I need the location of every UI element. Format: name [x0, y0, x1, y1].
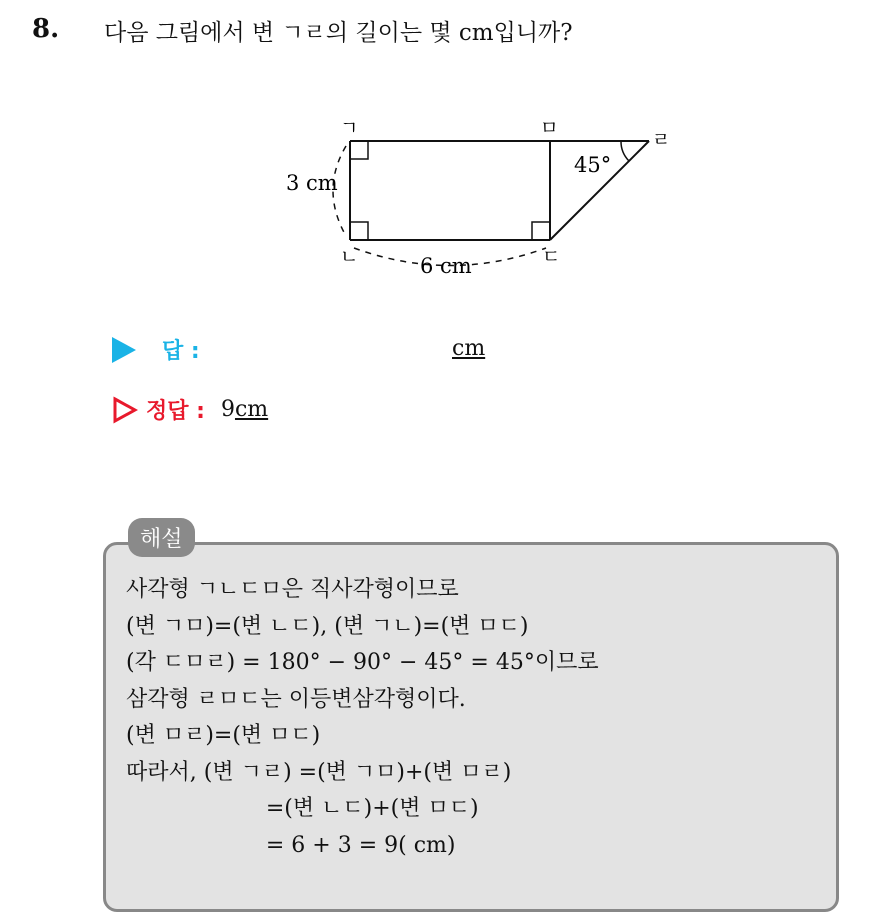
angle-arc — [621, 141, 629, 161]
correct-row — [112, 394, 268, 425]
explanation-line: 삼각형 ㄹㅁㄷ는 이등변삼각형이다. — [126, 686, 466, 712]
side-left-label: 3 cm — [286, 171, 338, 195]
explanation-line: 사각형 ㄱㄴㄷㅁ은 직사각형이므로 — [126, 577, 459, 602]
answer-row — [112, 334, 200, 365]
explanation-lines — [126, 572, 599, 864]
answer-label: 답 : — [162, 339, 200, 364]
answer-play-icon — [112, 337, 136, 363]
explanation-line: (각 ㄷㅁㄹ) = 180° − 90° − 45° = 45°이므로 — [126, 650, 599, 675]
label-digeut: ㄷ — [542, 246, 561, 268]
right-angle-giyeok — [350, 141, 368, 159]
question-text: 다음 그림에서 변 ㄱㄹ의 길이는 몇 cm입니까? — [104, 20, 573, 46]
label-rieul: ㄹ — [652, 129, 671, 151]
right-angle-digeut — [532, 222, 550, 240]
side-bottom-label: 6 cm — [420, 254, 472, 278]
correct-unit: cm — [234, 397, 269, 422]
answer-unit: cm — [452, 336, 486, 361]
angle-label: 45° — [574, 153, 612, 177]
correct-play-outline-icon — [112, 396, 138, 424]
correct-value — [221, 397, 268, 422]
explanation-line: =(변 ㄴㄷ)+(변 ㅁㄷ) — [126, 796, 479, 821]
explanation-line: (변 ㅁㄹ)=(변 ㅁㄷ) — [126, 723, 321, 748]
right-angle-nieun — [350, 222, 368, 240]
label-mieum: ㅁ — [540, 117, 559, 139]
trapezoid-figure — [280, 108, 680, 288]
explanation-line: = 6 + 3 = 9( cm) — [126, 832, 456, 858]
label-nieun: ㄴ — [340, 246, 359, 268]
label-giyeok: ㄱ — [340, 117, 359, 139]
correct-label: 정답 : — [146, 399, 205, 424]
correct-number: 9 — [220, 397, 235, 422]
explanation-line: (변 ㄱㅁ)=(변 ㄴㄷ), (변 ㄱㄴ)=(변 ㅁㄷ) — [126, 613, 529, 639]
question-number: 8. — [32, 14, 60, 44]
explanation-line: 따라서, (변 ㄱㄹ) =(변 ㄱㅁ)+(변 ㅁㄹ) — [126, 759, 512, 785]
explanation-tag: 해설 — [128, 518, 195, 557]
